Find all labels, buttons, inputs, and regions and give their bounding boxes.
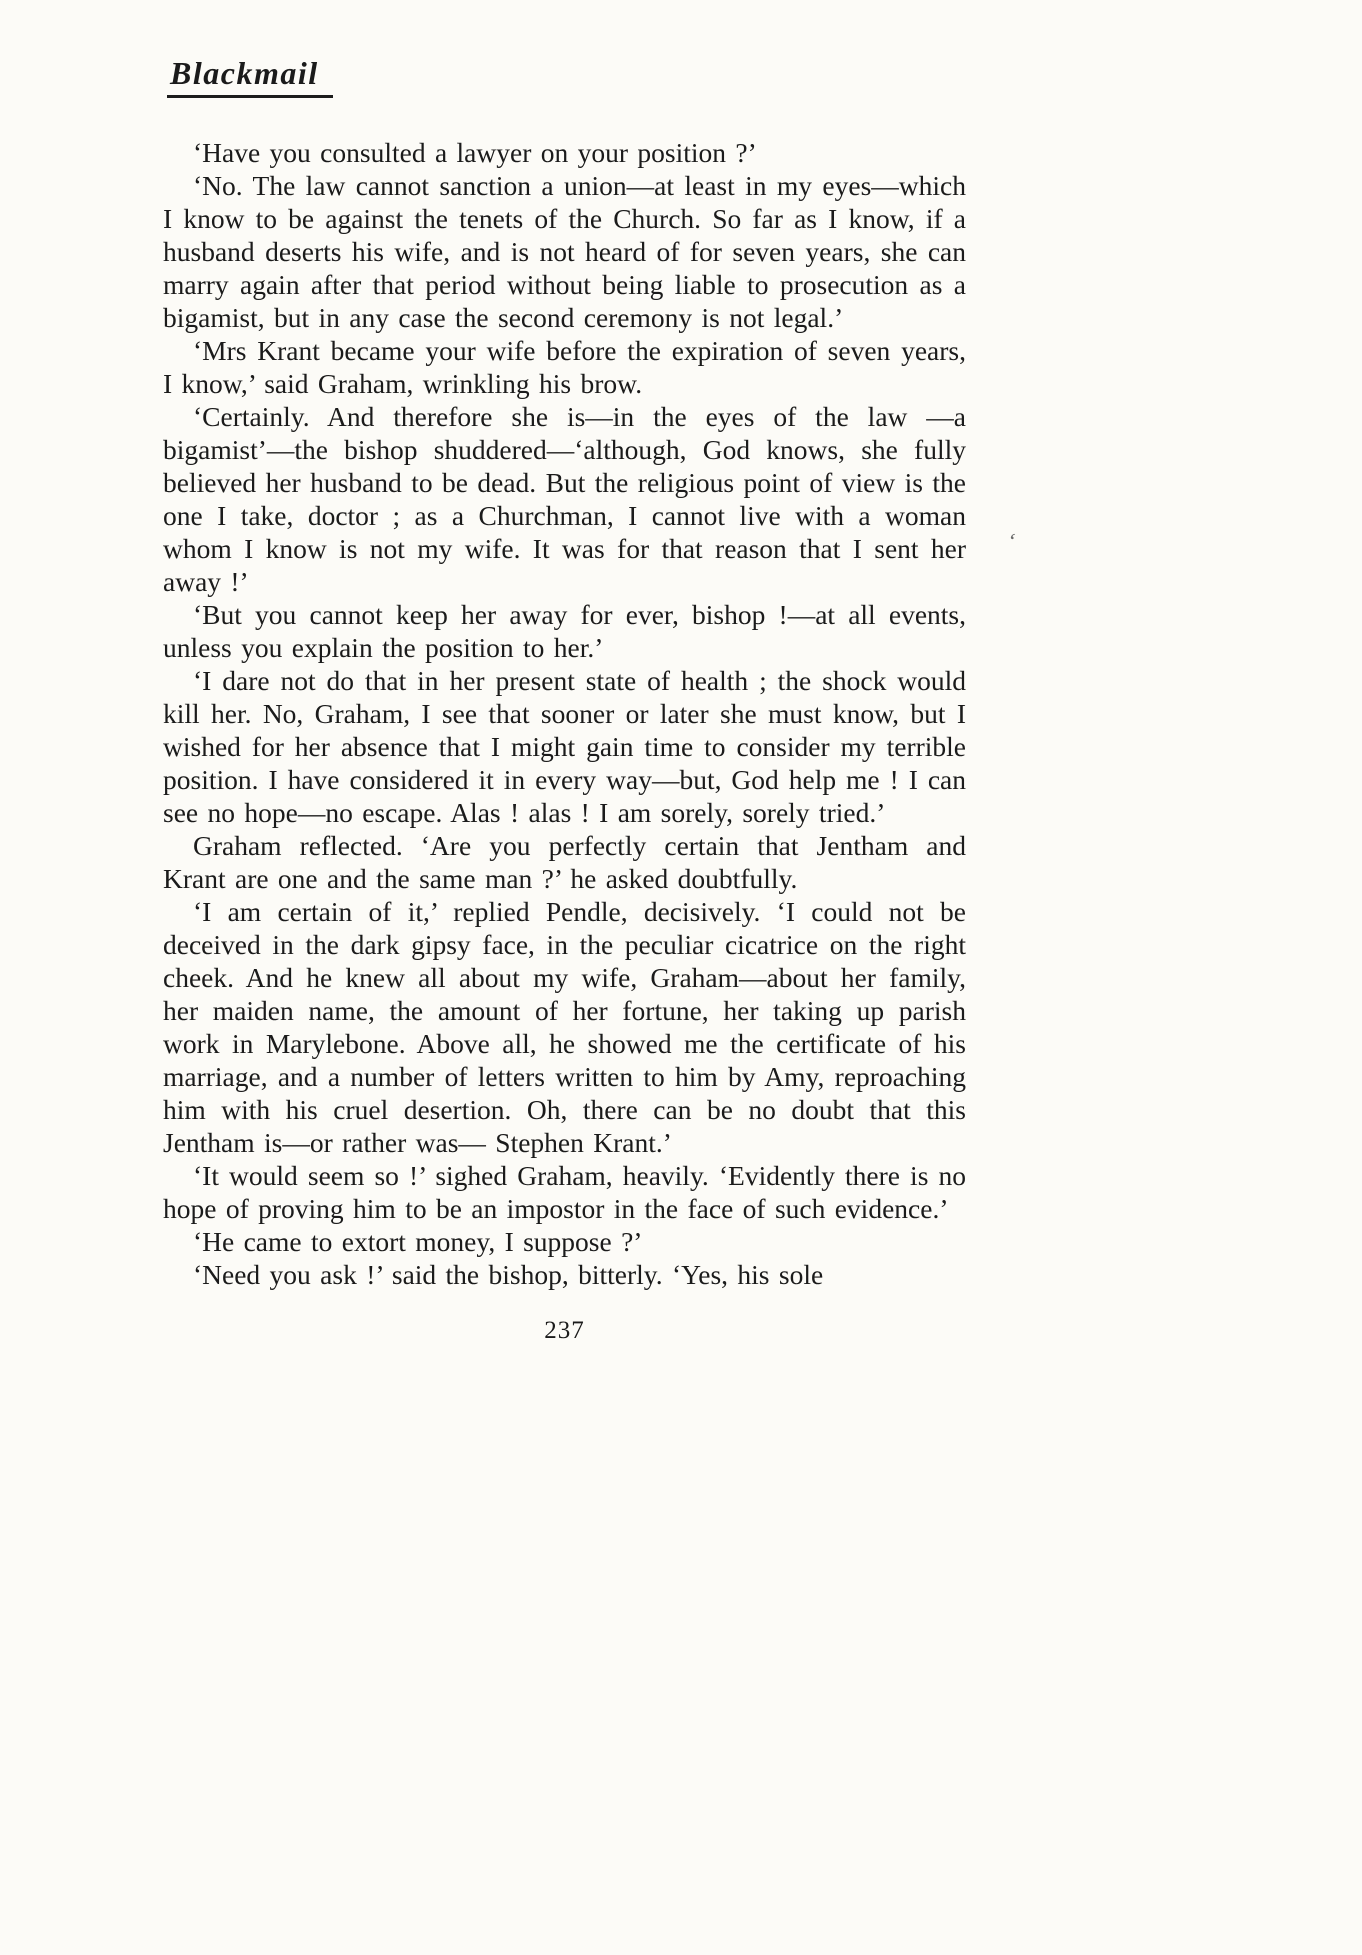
paragraph-5: ‘But you cannot keep her away for ever, bishop !—at all events, unless you explain the position to her.’ <box>163 599 966 663</box>
paragraph-11: ‘Need you ask !’ said the bishop, bitterly. ‘Yes, his sole <box>193 1259 824 1290</box>
paragraph-4: ‘Certainly. And therefore she is—in the eyes of the law —a bigamist’—the bishop shuddered—‘although, God knows, she fully believed her husband to be dead. But the religious point of view is the one I take, doctor ; as a Churchman, I cannot live with a woman whom I know is not my wife. It was for that reason that I sent her away !’ <box>163 401 966 597</box>
page-number: 237 <box>544 1317 585 1344</box>
paragraph-2: ‘No. The law cannot sanction a union—at least in my eyes—which I know to be against the tenets of the Church. So far as I know, if a husband deserts his wife, and is not heard of for seven years, she can marry again after that period without being liable to prosecution as a bigamist, but in any case the second ceremony is not legal.’ <box>163 170 966 333</box>
paragraph-7: Graham reflected. ‘Are you perfectly certain that Jentham and Krant are one and the same man ?’ he asked doubtfully. <box>163 830 966 894</box>
running-header-row <box>163 55 966 98</box>
body-text <box>163 136 966 1291</box>
paragraph-9: ‘It would seem so !’ sighed Graham, heavily. ‘Evidently there is no hope of proving him to be an impostor in the face of such evidence.’ <box>163 1160 966 1224</box>
paragraph-6: ‘I dare not do that in her present state of health ; the shock would kill her. No, Graham, I see that sooner or later she must know, but I wished for her absence that I might gain time to consider my terrible position. I have considered it in every way—but, God help me ! I can see no hope—no escape. Alas ! alas ! I am sorely, sorely tried.’ <box>163 665 966 828</box>
paragraph-3: ‘Mrs Krant became your wife before the expiration of seven years, I know,’ said Graham, wrinkling his brow. <box>163 335 966 399</box>
paragraph-10: ‘He came to extort money, I suppose ?’ <box>193 1226 643 1257</box>
paragraph-1: ‘Have you consulted a lawyer on your position ?’ <box>193 137 757 168</box>
paragraph-8: ‘I am certain of it,’ replied Pendle, decisively. ‘I could not be deceived in the dark gipsy face, in the peculiar cicatrice on the right cheek. And he knew all about my wife, Graham—about her family, her maiden name, the amount of her fortune, her taking up parish work in Marylebone. Above all, he showed me the certificate of his marriage, and a number of letters written to him by Amy, reproaching him with his cruel desertion. Oh, there can be no doubt that this Jentham is—or rather was— Stephen Krant.’ <box>163 896 966 1158</box>
text-block <box>163 55 966 1345</box>
scan-speck-artifact: ‘ <box>1005 527 1018 554</box>
running-header: Blackmail <box>167 55 333 98</box>
